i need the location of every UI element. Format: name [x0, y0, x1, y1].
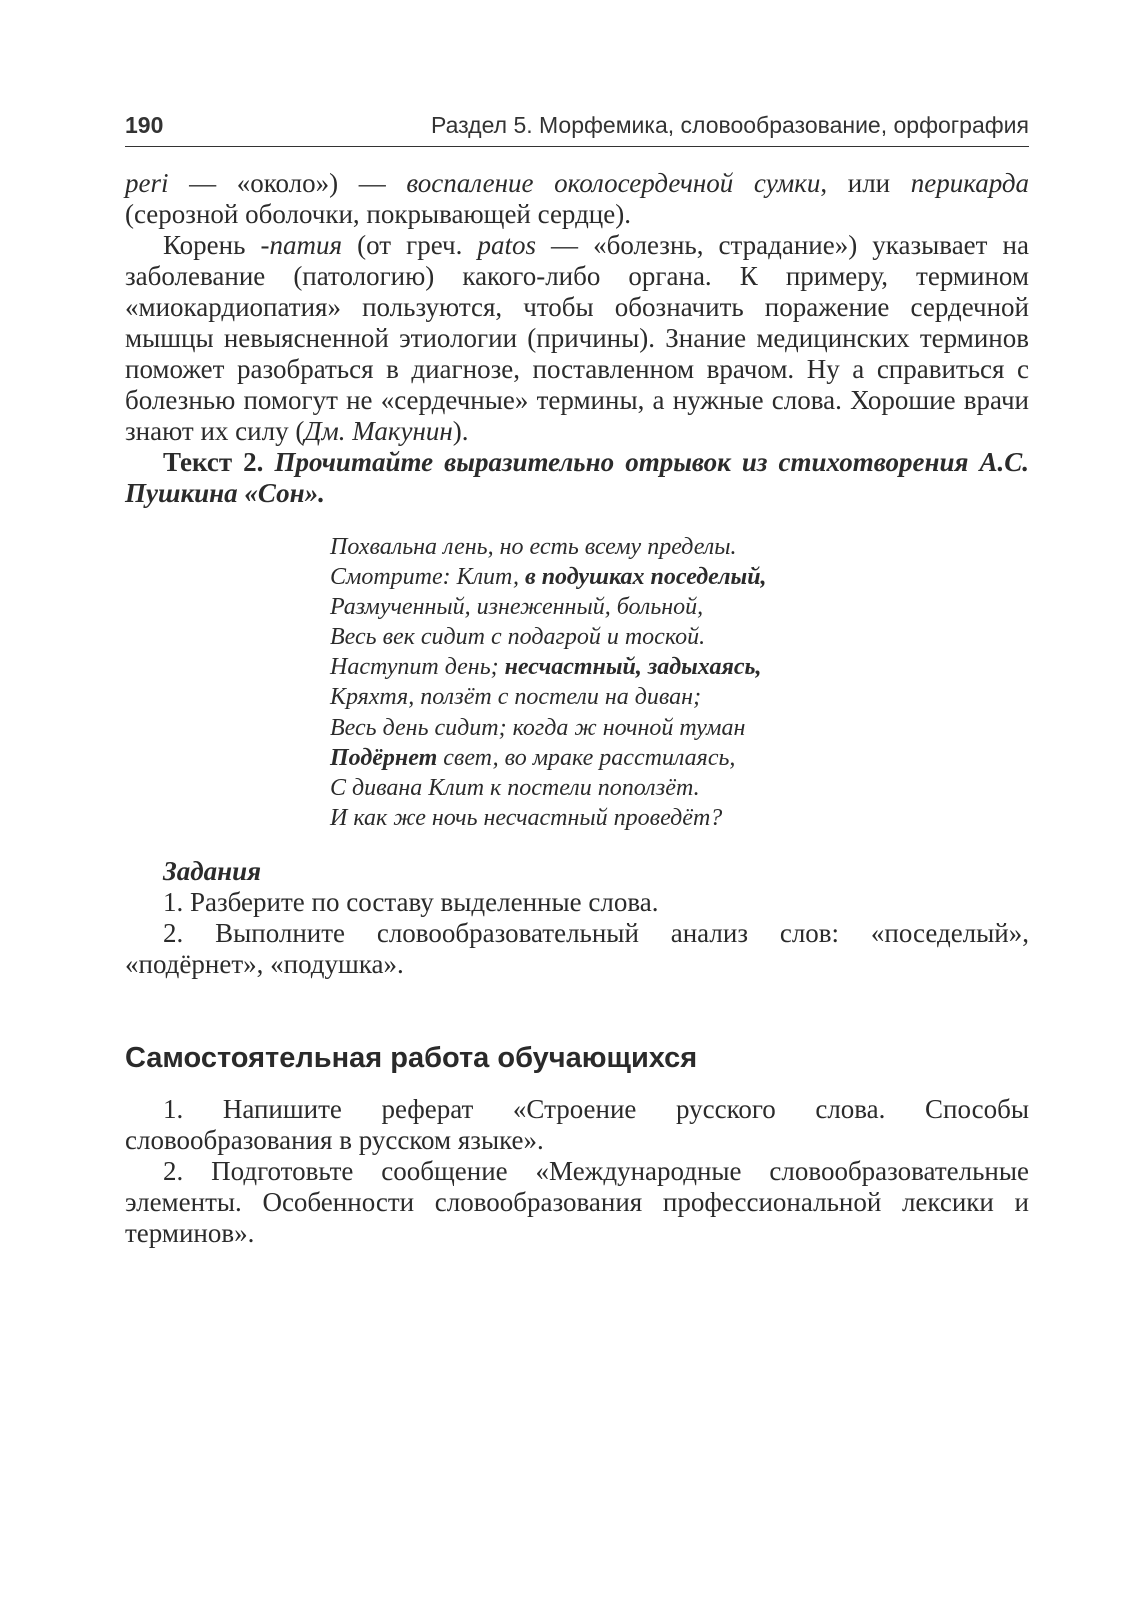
poem-line: Кряхтя, ползёт с постели на диван; [330, 684, 702, 711]
poem-line: И как же ночь несчастный проведёт? [330, 804, 723, 831]
text2-instruction: Прочитайте выразительно отрывок из стихотворения А.С. Пушкина «Сон». [125, 447, 1029, 508]
paragraph-pericardium: peri — «около») — воспаление околосердечной сумки, или перикарда (серозной оболочки, покрывающей сердце). [125, 168, 1030, 229]
task-item: 1. Разберите по составу выделенные слова. [163, 887, 659, 917]
term-pericardium: перикарда [910, 168, 1030, 198]
highlighted-word: в подушках поседелый, [524, 564, 767, 591]
term-pericarditis: воспаление околосердечной сумки [406, 168, 821, 198]
poem-line: Весь день сидит; когда ж ночной туман [330, 714, 746, 741]
page-number: 190 [125, 112, 164, 138]
highlighted-word: Подёрнет [330, 744, 438, 771]
poem-line: Наступит день; несчастный, задыхаясь, [330, 654, 762, 681]
text2-heading [125, 447, 1029, 509]
text2-label: Текст 2. [163, 447, 275, 477]
author-name: Дм. Макунин [304, 416, 453, 446]
independent-work-block [125, 1094, 1029, 1249]
section-heading: Самостоятельная работа обучающихся [125, 1042, 698, 1074]
paragraph-pathy: Корень -патия (от греч. patos — «болезнь, страдание») указывает на заболевание (патологию) какого-либо органа. К примеру, термином «миокардиопатия» пользуются, чтобы обозначить поражение сердечной мышцы невыясненной этиологии (причины). Знание медицинских терминов поможет разобраться в диагнозе, поставленном врачом. Ну а справиться с болезнью помогут не «сердечные» термины, а нужные слова. Хорошие врачи знают их силу (Дм. Макунин). [125, 230, 1029, 446]
highlighted-word: несчастный, задыхаясь, [504, 654, 762, 681]
tasks-block [125, 856, 1029, 980]
term-peri: peri [125, 168, 169, 198]
poem-line: С дивана Клит к постели поползёт. [330, 774, 700, 801]
task-item: 2. Выполните словообразовательный анализ слов: «поседелый», «подёрнет», «подушка». [125, 918, 1029, 979]
poem-line: Весь век сидит с подагрой и тоской. [330, 624, 706, 651]
poem-line: Подёрнет свет, во мраке расстилаясь, [330, 744, 736, 771]
poem-excerpt [330, 532, 1020, 833]
poem-line: Похвальна лень, но есть всему пределы. [330, 534, 737, 560]
assignment-item: 1. Напишите реферат «Строение русского слова. Способы словообразования в русском языке». [125, 1094, 1029, 1155]
poem-line: Размученный, изнеженный, больной, [330, 594, 704, 621]
section-title: Раздел 5. Морфемика, словообразование, орфография [431, 112, 1029, 138]
body-text-top [125, 168, 1029, 509]
running-head [125, 110, 1029, 147]
tasks-heading: Задания [163, 856, 262, 886]
term-patos: patos [477, 230, 536, 260]
poem-line: Смотрите: Клит, в подушках поседелый, [330, 564, 767, 591]
term-pathy: -патия [260, 230, 343, 260]
assignment-item: 2. Подготовьте сообщение «Международные словообразовательные элементы. Особенности словообразования профессиональной лексики и терминов». [125, 1156, 1029, 1248]
